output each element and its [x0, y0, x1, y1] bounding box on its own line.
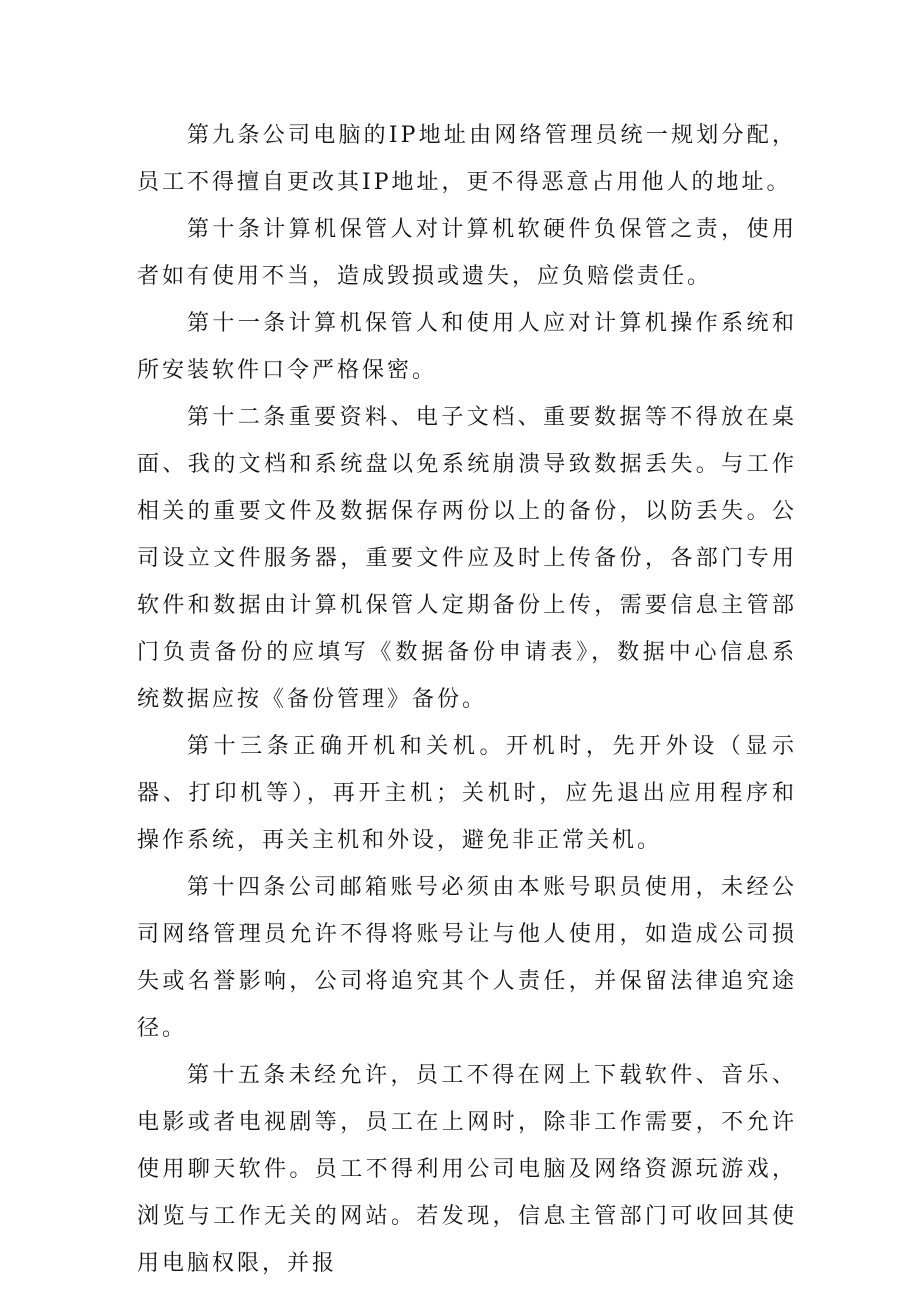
article-9-paragraph: 第九条公司电脑的IP地址由网络管理员统一规划分配，员工不得擅自更改其IP地址，更不得恶意占用他人的地址。	[137, 123, 797, 195]
article-11-paragraph: 第十一条计算机保管人和使用人应对计算机操作系统和所安装软件口令严格保密。	[137, 311, 797, 383]
article-13-paragraph: 第十三条正确开机和关机。开机时，先开外设（显示器、打印机等），再开主机；关机时，应先退出应用程序和操作系统，再关主机和外设，避免非正常关机。	[137, 734, 797, 853]
document-body	[137, 112, 797, 1287]
article-14-paragraph: 第十四条公司邮箱账号必须由本账号职员使用，未经公司网络管理员允许不得将账号让与他人使用，如造成公司损失或名誉影响，公司将追究其个人责任，并保留法律追究途径。	[137, 875, 797, 1041]
article-10-paragraph: 第十条计算机保管人对计算机软硬件负保管之责，使用者如有使用不当，造成毁损或遗失，应负赔偿责任。	[137, 217, 797, 289]
article-12-paragraph: 第十二条重要资料、电子文档、重要数据等不得放在桌面、我的文档和系统盘以免系统崩溃导致数据丢失。与工作相关的重要文件及数据保存两份以上的备份，以防丢失。公司设立文件服务器，重要文件应及时上传备份，各部门专用软件和数据由计算机保管人定期备份上传，需要信息主管部门负责备份的应填写《数据备份申请表》，数据中心信息系统数据应按《备份管理》备份。	[137, 405, 797, 712]
article-15-paragraph: 第十五条未经允许，员工不得在网上下载软件、音乐、电影或者电视剧等，员工在上网时，除非工作需要，不允许使用聊天软件。员工不得利用公司电脑及网络资源玩游戏，浏览与工作无关的网站。若发现，信息主管部门可收回其使用电脑权限，并报	[137, 1063, 797, 1276]
